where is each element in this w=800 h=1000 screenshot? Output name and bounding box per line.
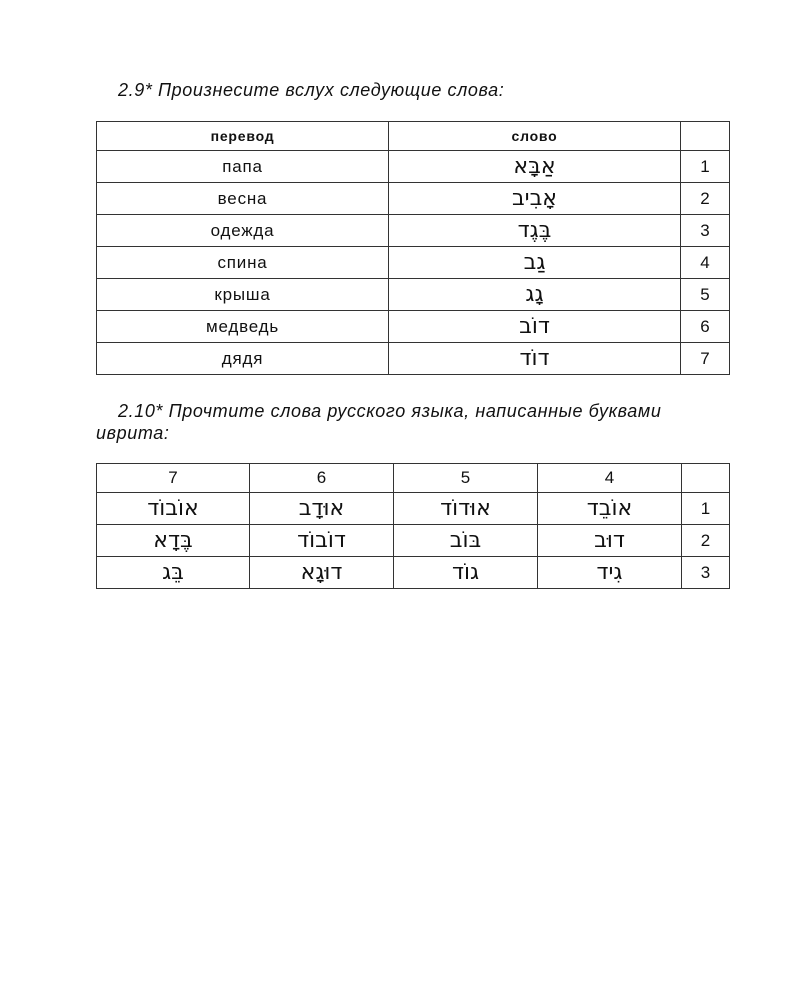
table-row — [97, 247, 730, 279]
row-number-cell: 1 — [682, 493, 730, 525]
table-row — [97, 525, 730, 557]
translation-cell: крыша — [97, 279, 389, 311]
hebrew-word-cell: גַב — [389, 247, 681, 279]
row-number-cell: 7 — [681, 343, 730, 375]
row-number-cell: 5 — [681, 279, 730, 311]
row-number-cell: 3 — [682, 557, 730, 589]
hebrew-word-cell: דוּגָא — [250, 557, 394, 589]
row-number-cell: 2 — [681, 183, 730, 215]
table-header-row — [97, 464, 730, 493]
table-row — [97, 215, 730, 247]
column-header-number — [681, 122, 730, 151]
table-row — [97, 311, 730, 343]
hebrew-word-cell: דוֹד — [389, 343, 681, 375]
hebrew-word-cell: בֶּדָא — [97, 525, 250, 557]
translation-cell: медведь — [97, 311, 389, 343]
hebrew-word-cell: גִיד — [538, 557, 682, 589]
hebrew-word-cell: דוֹב — [389, 311, 681, 343]
vocabulary-table — [96, 121, 730, 375]
hebrew-word-cell: אוֹבוֹד — [97, 493, 250, 525]
row-number-cell: 1 — [681, 151, 730, 183]
hebrew-word-cell: גָג — [389, 279, 681, 311]
hebrew-word-cell: דוֹבוֹד — [250, 525, 394, 557]
table-header-row — [97, 122, 730, 151]
hebrew-word-cell: אוּדוֹד — [394, 493, 538, 525]
hebrew-word-cell: אַבָּא — [389, 151, 681, 183]
table-row — [97, 151, 730, 183]
hebrew-word-cell: גוֹד — [394, 557, 538, 589]
column-header-6: 6 — [250, 464, 394, 493]
column-header-translation: перевод — [97, 122, 389, 151]
column-header-number — [682, 464, 730, 493]
column-header-7: 7 — [97, 464, 250, 493]
hebrew-word-cell: בּוֹב — [394, 525, 538, 557]
table-row — [97, 343, 730, 375]
hebrew-word-cell: אָבִיב — [389, 183, 681, 215]
translation-cell: весна — [97, 183, 389, 215]
table-row — [97, 557, 730, 589]
row-number-cell: 2 — [682, 525, 730, 557]
table-row — [97, 183, 730, 215]
column-header-4: 4 — [538, 464, 682, 493]
row-number-cell: 3 — [681, 215, 730, 247]
row-number-cell: 4 — [681, 247, 730, 279]
column-header-5: 5 — [394, 464, 538, 493]
exercise-heading: 2.10* Прочтите слова русского языка, написанные буквами иврита: — [96, 401, 662, 443]
translation-cell: папа — [97, 151, 389, 183]
translation-cell: дядя — [97, 343, 389, 375]
translation-cell: одежда — [97, 215, 389, 247]
reading-table — [96, 463, 730, 589]
exercise-heading: 2.9* Произнесите вслух следующие слова: — [118, 80, 505, 100]
table-row — [97, 493, 730, 525]
hebrew-word-cell: בֶּגֶד — [389, 215, 681, 247]
column-header-word: слово — [389, 122, 681, 151]
row-number-cell: 6 — [681, 311, 730, 343]
translation-cell: спина — [97, 247, 389, 279]
hebrew-word-cell: בֵּג — [97, 557, 250, 589]
hebrew-word-cell: אוּדָב — [250, 493, 394, 525]
hebrew-word-cell: דוּב — [538, 525, 682, 557]
table-row — [97, 279, 730, 311]
hebrew-word-cell: אוֹבֵד — [538, 493, 682, 525]
